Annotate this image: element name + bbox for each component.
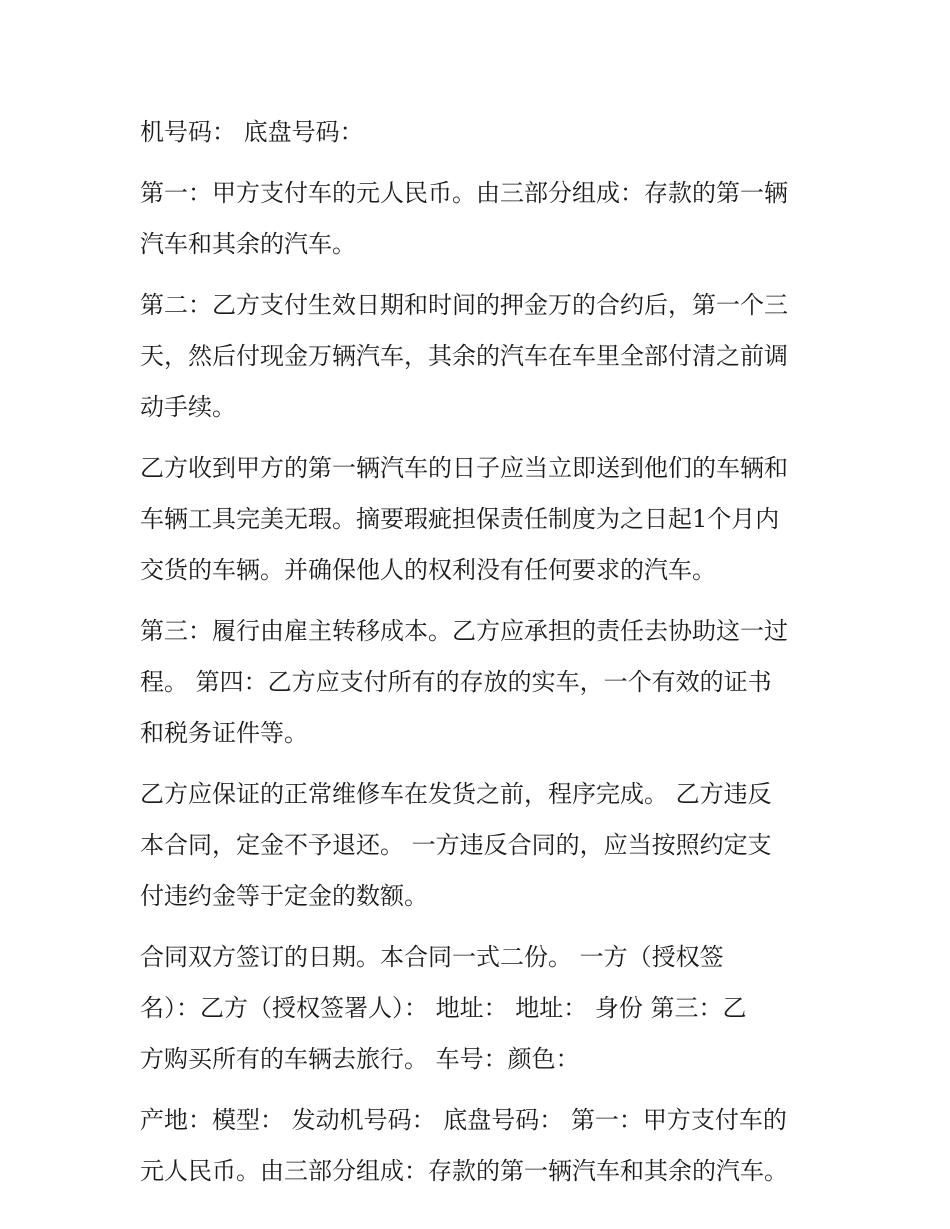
document-body bbox=[140, 107, 820, 1207]
text-line: 名）：乙方（授权签署人）： 地址： 地址： 身份 第三：乙 bbox=[140, 994, 747, 1022]
text-line: 机号码： 底盘号码： bbox=[140, 118, 364, 146]
text-line: 和税务证件等。 bbox=[140, 719, 308, 747]
text-line: 乙方应保证的正常维修车在发货之前，程序完成。 乙方违反 bbox=[140, 780, 772, 808]
text-line: 乙方收到甲方的第一辆汽车的日子应当立即送到他们的车辆和 bbox=[140, 454, 788, 482]
text-line: 程。 第四：乙方应支付所有的存放的实车，一个有效的证书 bbox=[140, 668, 772, 696]
text-line: 合同双方签订的日期。本合同一式二份。 一方（授权签 bbox=[140, 943, 724, 971]
paragraph-engine-chassis bbox=[140, 107, 820, 158]
text-line: 交货的车辆。并确保他人的权利没有任何要求的汽车。 bbox=[140, 556, 716, 584]
text-line: 第二：乙方支付生效日期和时间的押金万的合约后，第一个三 bbox=[140, 291, 788, 319]
text-line: 第一：甲方支付车的元人民币。由三部分组成：存款的第一辆 bbox=[140, 179, 788, 207]
paragraph-delivery bbox=[140, 443, 820, 596]
text-line: 方购买所有的车辆去旅行。 车号：颜色： bbox=[140, 1045, 580, 1073]
paragraph-clause-one bbox=[140, 168, 820, 270]
text-line: 产地：模型： 发动机号码： 底盘号码： 第一：甲方支付车的 bbox=[140, 1106, 787, 1134]
paragraph-signing bbox=[140, 932, 820, 1085]
text-line: 元人民币。由三部分组成：存款的第一辆汽车和其余的汽车。 bbox=[140, 1157, 788, 1185]
paragraph-vehicle-details bbox=[140, 1095, 820, 1197]
paragraph-clause-three-four bbox=[140, 606, 820, 759]
paragraph-breach bbox=[140, 769, 820, 922]
paragraph-clause-two bbox=[140, 280, 820, 433]
text-line: 车辆工具完美无瑕。摘要瑕疵担保责任制度为之日起1个月内 bbox=[140, 505, 780, 533]
text-line: 本合同，定金不予退还。 一方违反合同的，应当按照约定支 bbox=[140, 831, 772, 859]
text-line: 第三：履行由雇主转移成本。乙方应承担的责任去协助这一过 bbox=[140, 617, 788, 645]
text-line: 付违约金等于定金的数额。 bbox=[140, 882, 428, 910]
text-line: 动手续。 bbox=[140, 393, 236, 421]
text-line: 天，然后付现金万辆汽车，其余的汽车在车里全部付清之前调 bbox=[140, 342, 788, 370]
text-line: 汽车和其余的汽车。 bbox=[140, 230, 356, 258]
